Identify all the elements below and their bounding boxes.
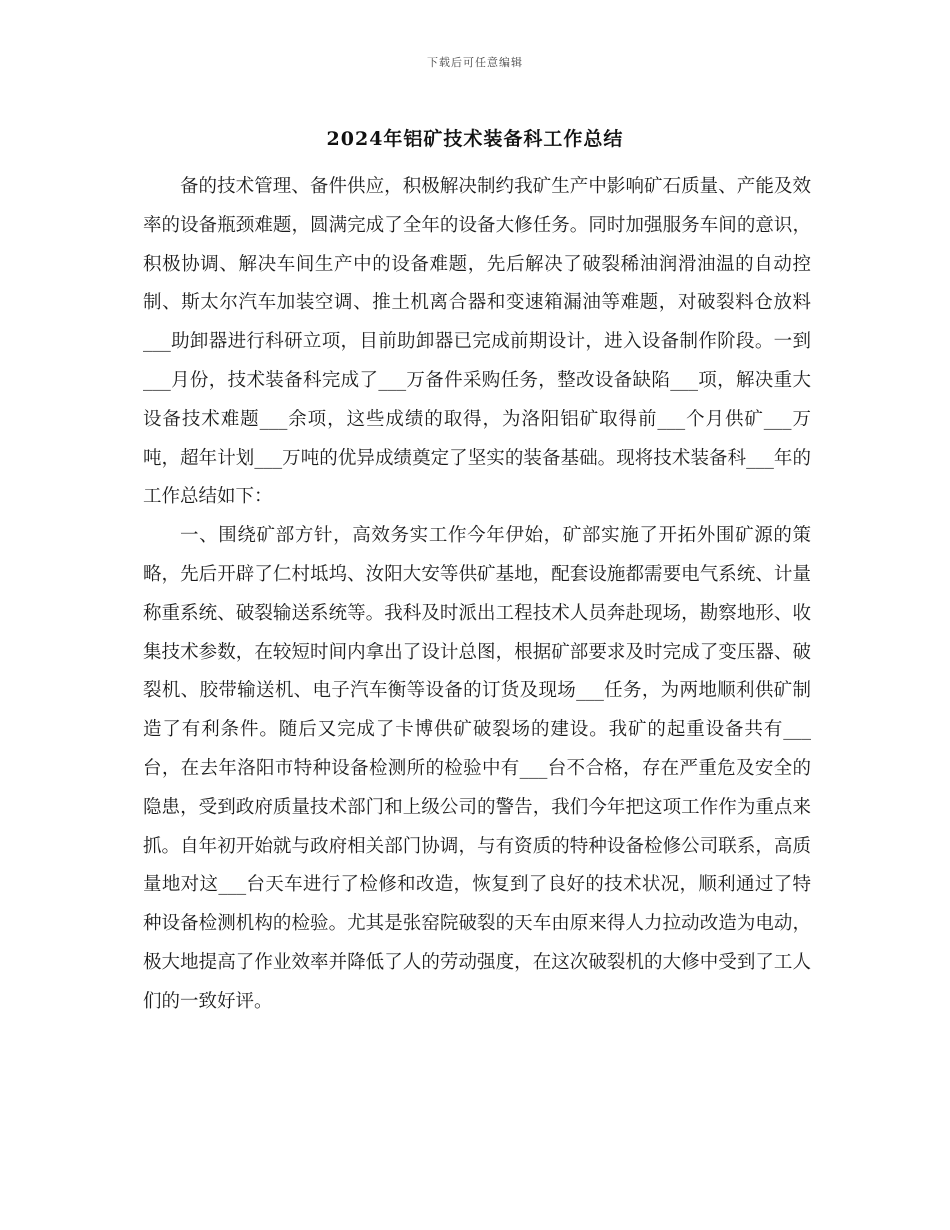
document-title: 2024年铝矿技术装备科工作总结 [326,128,624,150]
paragraph: 一、围绕矿部方针，高效务实工作今年伊始，矿部实施了开拓外围矿源的策略，先后开辟了仁村坻坞、汝阳大安等供矿基地，配套设施都需要电气系统、计量称重系统、破裂输送系统等。我科及时派出工程技术人员奔赴现场，勘察地形、收集技术参数，在较短时间内拿出了设计总图，根据矿部要求及时完成了变压器、破裂机、胶带输送机、电子汽车衡等设备的订货及现场___任务，为两地顺利供矿制造了有利条件。随后又完成了卡博供矿破裂场的建设。我矿的起重设备共有___台，在去年洛阳市特种设备检测所的检验中有___台不合格，存在严重危及安全的隐患，受到政府质量技术部门和上级公司的警告，我们今年把这项工作作为重点来抓。自年初开始就与政府相关部门协调，与有资质的特种设备检修公司联系，高质量地对这___台天车进行了检修和改造，恢复到了良好的技术状况，顺利通过了特种设备检测机构的检验。尤其是张窑院破裂的天车由原来得人力拉动改造为电动，极大地提高了作业效率并降低了人的劳动强度，在这次破裂机的大修中受到了工人们的一致好评。 [143,525,811,1012]
header-note: 下载后可任意编辑 [427,56,523,69]
document-body [143,168,811,1022]
paragraph: 备的技术管理、备件供应，积极解决制约我矿生产中影响矿石质量、产能及效率的设备瓶颈难题，圆满完成了全年的设备大修任务。同时加强服务车间的意识，积极协调、解决车间生产中的设备难题，先后解决了破裂稀油润滑油温的自动控制、斯太尔汽车加装空调、推土机离合器和变速箱漏油等难题，对破裂料仓放料___助卸器进行科研立项，目前助卸器已完成前期设计，进入设备制作阶段。一到___月份，技术装备科完成了___万备件采购任务，整改设备缺陷___项，解决重大设备技术难题___余项，这些成绩的取得，为洛阳铝矿取得前___个月供矿___万吨，超年计划___万吨的优异成绩奠定了坚实的装备基础。现将技术装备科___年的工作总结如下： [143,176,811,508]
